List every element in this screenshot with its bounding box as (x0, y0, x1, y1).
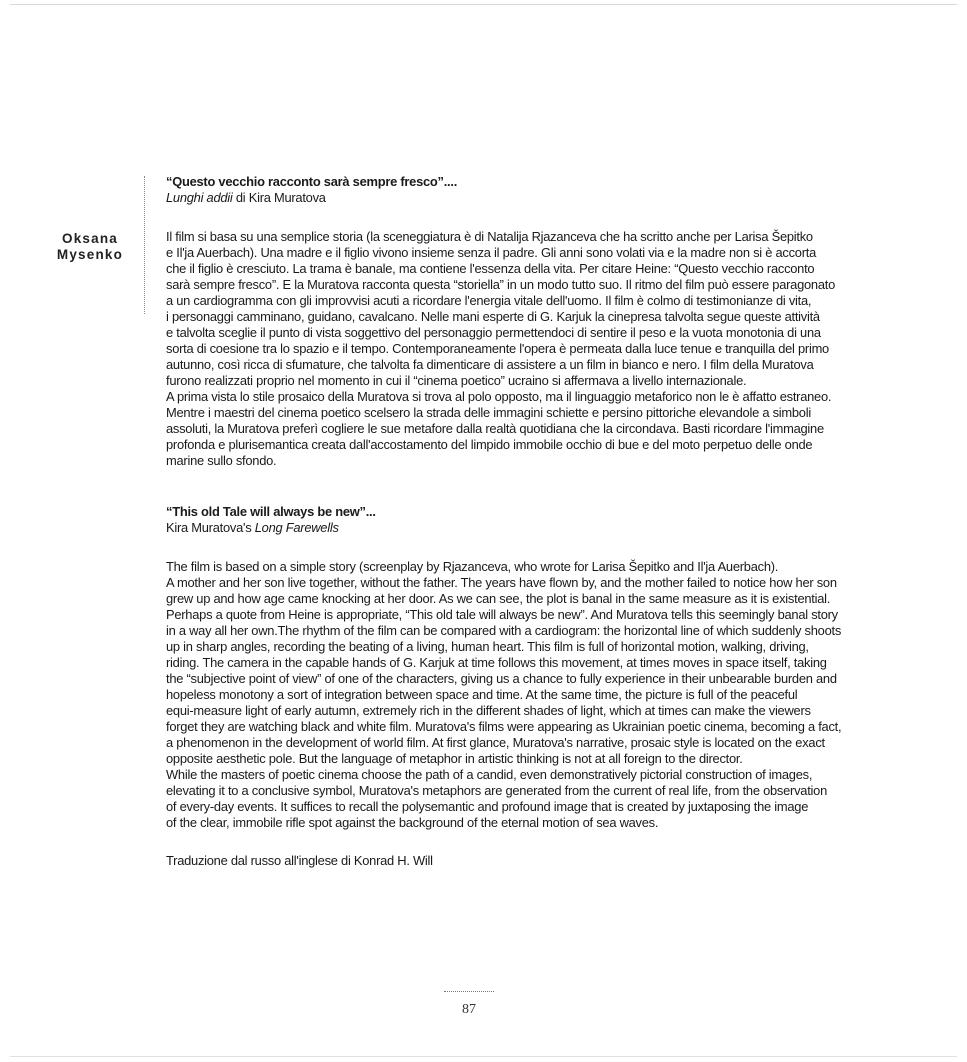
body-line: a phenomenon in the development of world film. At first glance, Muratova's narrative, prosaic style is located on the exact (166, 735, 825, 750)
body-line: sarà sempre fresco”. E la Muratova racconta questa “storiella” in un modo tutto suo. Il ritmo del film può essere paragonato (166, 277, 836, 292)
english-body (166, 559, 872, 831)
body-line: assoluti, la Muratova preferì cogliere le sue metafore dalla realtà quotidiana che la circondava. Basti ricordare l'immagine (166, 421, 824, 436)
body-line: of every-day events. It suffices to recall the polysemantic and profound image that is created by juxtaposing the image (166, 799, 809, 814)
body-line: hopeless monotony a sort of integration between space and time. At the same time, the picture is full of the peaceful (166, 687, 798, 702)
dotted-separator (144, 176, 145, 314)
body-line: furono realizzati proprio nel momento in cui il “cinema poetico” ucraino si affermava a livello internazionale. (166, 373, 747, 388)
body-line: Il film si basa su una semplice storia (la sceneggiatura è di Natalija Rjazanceva che ha scritto anche per Larisa Šepitko (166, 229, 813, 244)
body-line: marine sullo sfondo. (166, 453, 277, 468)
bottom-rule (10, 1056, 957, 1057)
body-line: of the clear, immobile rifle spot against the background of the eternal motion of sea waves. (166, 815, 659, 830)
body-line: up in sharp angles, recording the beating of a living, human heart. This film is full of horizontal motion, walking, driving, (166, 639, 809, 654)
body-line: opposite aesthetic pole. But the language of metaphor in artistic thinking is not at all foreign to the director. (166, 751, 743, 766)
italian-title: “Questo vecchio racconto sarà sempre fresco”.... (166, 174, 458, 189)
italian-body (166, 229, 872, 469)
body-line: A prima vista lo stile prosaico della Muratova si trova al polo opposto, ma il linguaggio metaforico non le è affatto estraneo. (166, 389, 832, 404)
body-line: e Il'ja Auerbach). Una madre e il figlio vivono insieme senza il padre. Gli anni sono volati via e la madre non si è accorta (166, 245, 817, 260)
italian-film-title: Lunghi addii (166, 190, 233, 205)
body-line: che il figlio è cresciuto. La trama è banale, ma contiene l'essenza della vita. Per citare Heine: “Questo vecchio racconto (166, 261, 815, 276)
english-subtitle-rest: Kira Muratova's (166, 520, 255, 535)
body-line: a un cardiogramma con gli improvvisi acuti a ricordare l'energia vitale dell'uomo. Il film è colmo di testimonianze di vita, (166, 293, 812, 308)
author-first-name: Oksana (62, 231, 118, 246)
body-line: autunno, così ricca di sfumature, che talvolta fa dimenticare di assistere a un film in bianco e nero. I film della Muratova (166, 357, 814, 372)
body-line: A mother and her son live together, without the father. The years have flown by, and the mother failed to notice how her son (166, 575, 837, 590)
italian-article (166, 174, 872, 469)
body-line: equi-measure light of early autumn, extremely rich in the different shades of light, which at times can make the viewers (166, 703, 811, 718)
top-rule (10, 4, 957, 5)
english-subtitle (166, 520, 872, 536)
body-line: The film is based on a simple story (screenplay by Rjazanceva, who wrote for Larisa Šepitko and Il'ja Auerbach). (166, 559, 779, 574)
body-line: e talvolta sceglie il punto di vista soggettivo del personaggio permettendoci di sentire il peso e la vuota monotonia di una (166, 325, 821, 340)
body-line: While the masters of poetic cinema choose the path of a candid, even demonstratively pictorial construction of images, (166, 767, 813, 782)
body-line: elevating it to a conclusive symbol, Muratova's metaphors are generated from the current of real life, from the observation (166, 783, 827, 798)
body-line: Perhaps a quote from Heine is appropriate, “This old tale will always be new”. And Muratova tells this seemingly banal story (166, 607, 838, 622)
body-line: profonda e plurisemantica creata dall'accostamento del limpido immobile occhio di bue e del moto perpetuo delle onde (166, 437, 813, 452)
english-title: “This old Tale will always be new”... (166, 504, 376, 519)
body-line: grew up and how age came knocking at her door. As we can see, the plot is banal in the same measure as it is existential. (166, 591, 831, 606)
body-line: sorta di coesione tra lo spazio e il tempo. Contemporaneamente l'opera è permeata dalla luce tenue e tranquilla del primo (166, 341, 829, 356)
body-line: riding. The camera in the capable hands of G. Karjuk at time follows this movement, at times moves in space itself, taking (166, 655, 827, 670)
italian-subtitle (166, 190, 872, 206)
body-line: in a way all her own.The rhythm of the film can be compared with a cardiogram: the horizontal line of which suddenly shoots (166, 623, 842, 638)
page-number-dots (444, 991, 494, 992)
page-number: 87 (462, 1002, 476, 1017)
english-article (166, 504, 872, 882)
body-line: i personaggi camminano, guidano, cavalcano. Nelle mani esperte di G. Karjuk la cinepresa talvolta segue queste attività (166, 309, 820, 324)
translation-credit: Traduzione dal russo all'inglese di Konrad H. Will (166, 853, 433, 868)
english-film-title: Long Farewells (254, 520, 339, 535)
body-line: the “subjective point of view” of one of the characters, giving us a chance to fully experience in their unbearable burden and (166, 671, 837, 686)
author-name (40, 231, 140, 263)
body-line: Mentre i maestri del cinema poetico scelsero la strada delle immagini schiette e persino pittoriche elevandole a simboli (166, 405, 811, 420)
author-last-name: Mysenko (56, 247, 124, 262)
italian-subtitle-rest: di Kira Muratova (232, 190, 326, 205)
body-line: forget they are watching black and white film. Muratova's films were appearing as Ukrainian poetic cinema, becoming a fact, (166, 719, 842, 734)
